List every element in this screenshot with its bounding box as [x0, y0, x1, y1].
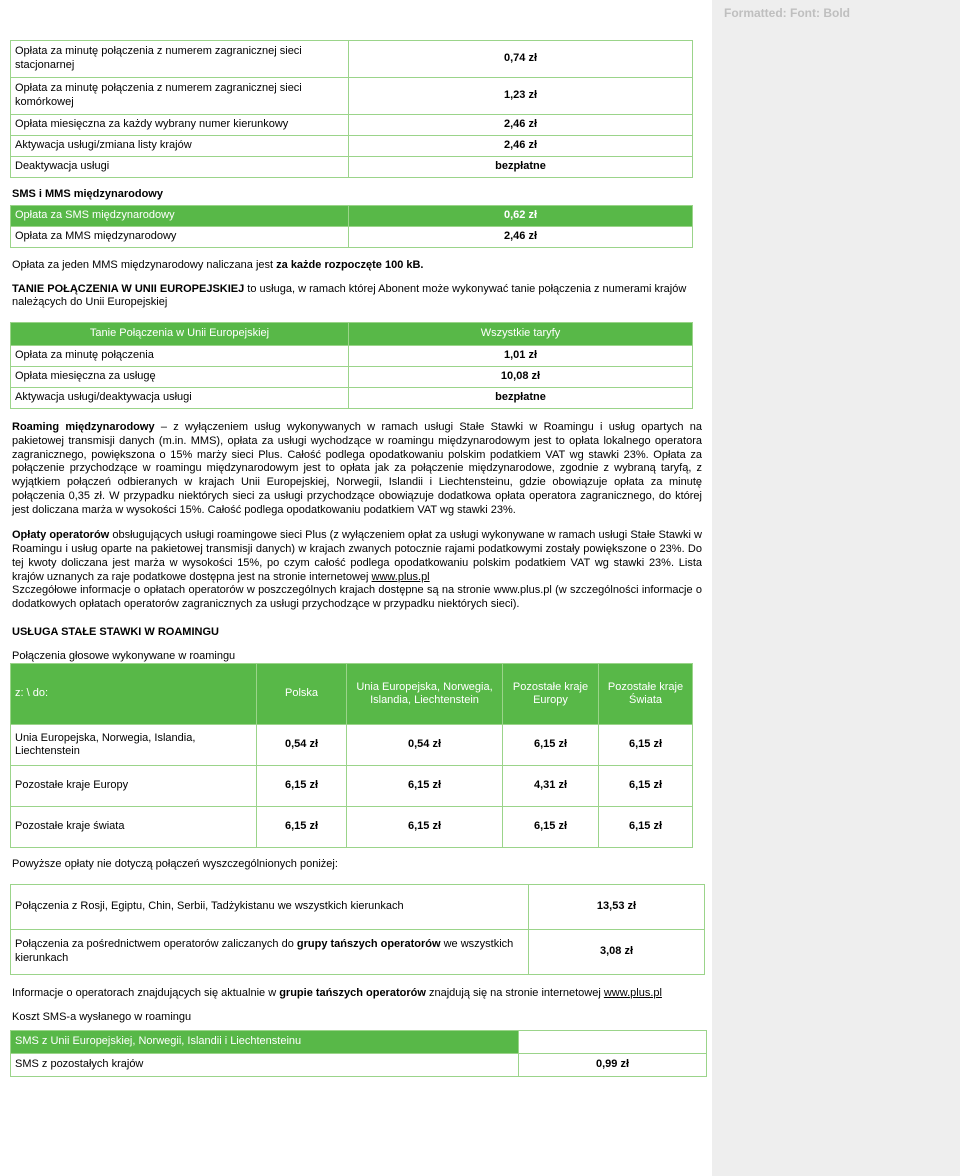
table-row: SMS z Unii Europejskiej, Norwegii, Islandii i Liechtensteinu 0,28 zł	[11, 1030, 707, 1053]
comment-title: Formatted: Font: Bold	[724, 6, 850, 20]
table-row: Pozostałe kraje Europy 6,15 zł 6,15 zł 4,31 zł 6,15 zł	[11, 766, 693, 807]
table-row: Aktywacja usługi/deaktywacja usługi bezpłatne	[11, 388, 693, 409]
exclusion-note: Powyższe opłaty nie dotyczą połączeń wyszczególnionych poniżej:	[12, 858, 338, 871]
special-calls-table	[10, 884, 705, 975]
plus-link[interactable]: www.plus.pl	[371, 570, 430, 583]
operators-info: Informacje o operatorach znajdujących się aktualnie w grupie tańszych operatorów znajdują się na stronie internetowej www.plus.pl	[12, 987, 662, 999]
sms-mms-table	[10, 205, 693, 248]
table-row: Opłata za minutę połączenia z numerem zagranicznej sieci komórkowej 1,23 zł	[11, 78, 693, 115]
fixed-rates-table	[10, 663, 693, 848]
table-row: Pozostałe kraje świata 6,15 zł 6,15 zł 6,15 zł 6,15 zł	[11, 807, 693, 848]
table-row: Opłata za MMS międzynarodowy 2,46 zł	[11, 226, 693, 247]
sms-roaming-table	[10, 1030, 707, 1077]
sms-roaming-title: Koszt SMS-a wysłanego w roamingu	[12, 1010, 192, 1023]
table-row: Opłata za minutę połączenia 1,01 zł	[11, 346, 693, 367]
table-row: Połączenia za pośrednictwem operatorów zaliczanych do grupy tańszych operatorów we wszystkich kierunkach 3,08 zł	[11, 930, 705, 975]
table-row: Deaktywacja usługi bezpłatne	[11, 157, 693, 178]
document-body	[10, 40, 705, 1077]
table-row: SMS z pozostałych krajów 0,99 zł	[11, 1053, 707, 1076]
table-row: Aktywacja usługi/zmiana listy krajów 2,46 zł	[11, 136, 693, 157]
fixed-rates-title: USŁUGA STAŁE STAWKI W ROAMINGU	[12, 625, 219, 638]
table-row: Opłata za minutę połączenia z numerem zagranicznej sieci stacjonarnej 0,74 zł	[11, 41, 693, 78]
table-row: Opłata miesięczna za usługę 10,08 zł	[11, 367, 693, 388]
mms-note: Opłata za jeden MMS międzynarodowy naliczana jest za każde rozpoczęte 100 kB.	[12, 258, 424, 271]
table-header: z: \ do: Polska Unia Europejska, Norwegia, Islandia, Liechtenstein Pozostałe kraje Europy Pozostałe kraje Świata	[11, 664, 693, 725]
roaming-paragraph-3: Szczegółowe informacje o opłatach operatorów w poszczególnych krajach dostępne są na stronie www.plus.pl (w szczególności informacje o dodatkowych opłatach operatorów zagranicznych za usługi przychodzące w przypadku niektórych sieci).	[12, 584, 702, 610]
eu-calls-table	[10, 322, 693, 409]
table-row: Opłata za SMS międzynarodowy 0,62 zł	[11, 205, 693, 226]
table-row: Połączenia z Rosji, Egiptu, Chin, Serbii, Tadżykistanu we wszystkich kierunkach 13,53 zł	[11, 885, 705, 930]
section-title: SMS i MMS międzynarodowy	[12, 188, 163, 200]
plus-link[interactable]: www.plus.pl	[603, 987, 662, 999]
eu-intro: TANIE POŁĄCZENIA W UNII EUROPEJSKIEJ to usługa, w ramach której Abonent może wykonywać tanie połączenia z numerami krajów należących do Unii Europejskiej	[12, 282, 687, 309]
table-row: Unia Europejska, Norwegia, Islandia, Liechtenstein 0,54 zł 0,54 zł 6,15 zł 6,15 zł	[11, 725, 693, 766]
table-header: Tanie Połączenia w Unii Europejskiej Wszystkie taryfy	[11, 323, 693, 346]
fixed-rates-subtitle: Połączenia głosowe wykonywane w roamingu	[12, 649, 236, 662]
table-row: Opłata miesięczna za każdy wybrany numer kierunkowy 2,46 zł	[11, 115, 693, 136]
intl-calls-table	[10, 40, 693, 178]
roaming-paragraph-2: Opłaty operatorów obsługujących usługi roamingowe sieci Plus (z wyłączeniem opłat za usługi wykonywane w ramach usługi Stałe Stawki w Roamingu i usług oparte na pakietowej transmisji danych) w krajach zwanych potocznie rajami podatkowymi zostały powiększone o 23%. Do tej kwoty doliczana jest marża w wysokości 15%, po czym całość podlega opodatkowaniu polskim podatkiem VAT wg stawki 23%. Lista krajów uznanych za raje podatkowe dostępna jest na stronie internetowej www.plus.pl	[12, 529, 702, 583]
roaming-paragraph-1: Roaming międzynarodowy – z wyłączeniem usług wykonywanych w ramach usługi Stałe Stawki w Roamingu i usług opartych na pakietowej transmisji danych (m.in. MMS), opłata za usługi wychodzące w roamingu międzynarodowym jest to opłata lokalnego operatora zagranicznego, powiększona o 15% marży sieci Plus. Całość podlega opodatkowaniu polskim podatkiem VAT wg stawki 23%. Opłata za połączenie przychodzące w roamingu międzynarodowym jest to opłata jak za połączenie międzynarodowe, zgodnie z wybraną taryfą, z wyjątkiem połączeń odbieranych w krajach Unii Europejskiej, Norwegii, Islandii i Liechtensteinu, gdzie obowiązuje opłata za minutę połączenia 0,35 zł. W przypadku niektórych sieci za usługi przychodzące obowiązuje dodatkowa opłata operatora zagranicznego, do której jest doliczana marża w wysokości 15%. Całość podlega opodatkowaniu podatkiem VAT wg stawki 23%.	[12, 421, 702, 516]
comment-margin	[712, 0, 960, 1176]
